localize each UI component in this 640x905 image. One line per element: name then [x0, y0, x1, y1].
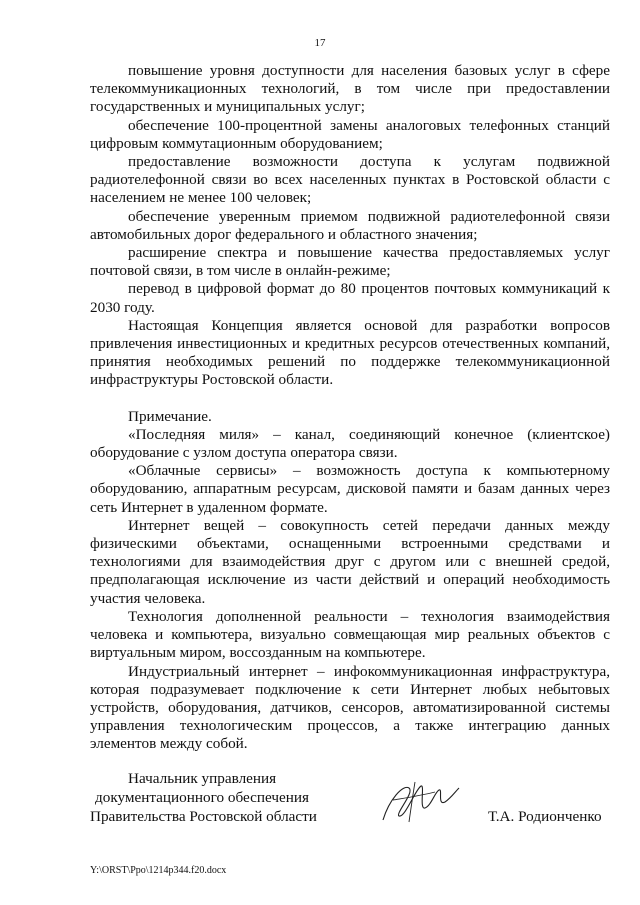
paragraph: повышение уровня доступности для населения базовых услуг в сфере телекоммуникационных технологий, в том числе при предоставлении государственных и муниципальных услуг;: [90, 62, 610, 116]
paragraph: перевод в цифровой формат до 80 процентов почтовых коммуникаций к 2030 году.: [90, 280, 610, 316]
signer-title-line-1: Начальник управления: [128, 770, 277, 787]
paragraph: «Последняя миля» – канал, соединяющий конечное (клиентское) оборудование с узлом доступа оператора связи.: [90, 425, 610, 462]
paragraph: обеспечение 100-процентной замены аналоговых телефонных станций цифровым коммутационным оборудованием;: [90, 116, 610, 152]
paragraph: обеспечение уверенным приемом подвижной радиотелефонной связи автомобильных дорог федерального и областного значения;: [90, 207, 610, 243]
paragraph: Технология дополненной реальности – технология взаимодействия человека и компьютера, визуально совмещающая мир реальных объектов с виртуальным миром, воссозданным на компьютере.: [90, 607, 610, 662]
handwritten-signature: [375, 770, 465, 830]
note-heading: Примечание.: [128, 407, 212, 425]
file-path-footer: Y:\ORST\Ppo\1214p344.f20.docx: [90, 865, 227, 876]
signer-title-line-2: документационного обеспечения: [95, 789, 309, 806]
document-body: [90, 62, 610, 754]
signer-name: Т.А. Родионченко: [488, 808, 602, 825]
paragraph: Настоящая Концепция является основой для разработки вопросов привлечения инвестиционных и кредитных ресурсов отечественных компаний, принятия необходимых решений по поддержке телекоммуникационной инфраструктуры Ростовской области.: [90, 316, 610, 389]
paragraph: «Облачные сервисы» – возможность доступа к компьютерному оборудованию, аппаратным ресурсам, дисковой памяти и базам данных через сеть Интернет в удаленном формате.: [90, 462, 610, 516]
page-number: 17: [314, 37, 326, 49]
signature-block: [0, 770, 640, 830]
signer-title-line-3: Правительства Ростовской области: [90, 808, 317, 825]
paragraph: Интернет вещей – совокупность сетей передачи данных между физическими объектами, оснащенными встроенными средствами и технологиями для взаимодействия друг с другом или с внешней средой, предполагающая исключение из части действий и операций необходимость участия человека.: [90, 516, 610, 607]
paragraph: Индустриальный интернет – инфокоммуникационная инфраструктура, которая подразумевает подключение к сети Интернет любых небытовых устройств, оборудования, датчиков, сенсоров, автоматизированной системы управления технологическим процессов, а также интеграцию данных элементов между собой.: [90, 662, 610, 753]
paragraph: расширение спектра и повышение качества предоставляемых услуг почтовой связи, в том числе в онлайн-режиме;: [90, 244, 610, 280]
paragraph: предоставление возможности доступа к услугам подвижной радиотелефонной связи во всех населенных пунктах в Ростовской области с населением не менее 100 человек;: [90, 153, 610, 207]
